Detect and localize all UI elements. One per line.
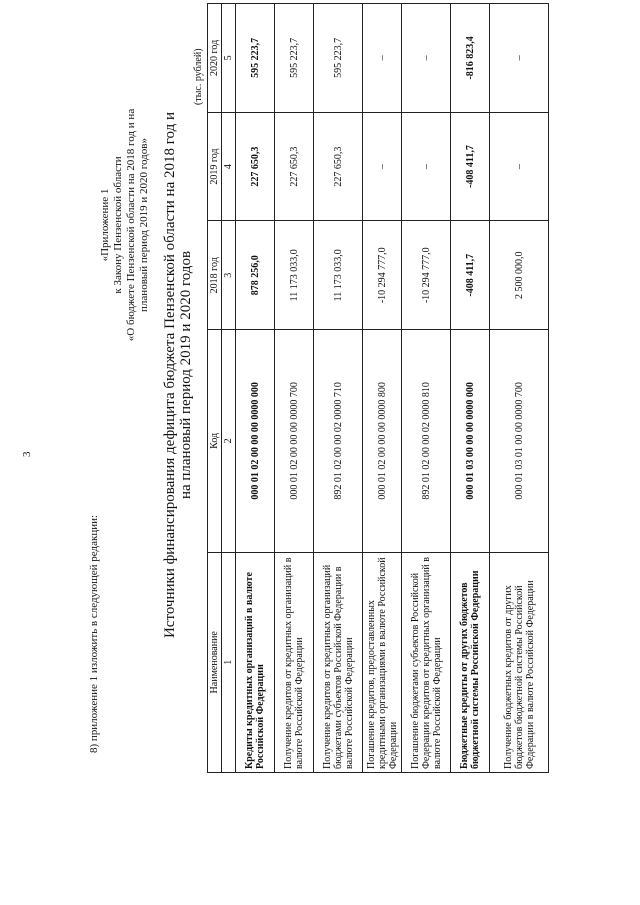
row-2018: 11 173 033,0 [275,221,314,330]
col-header-name: Наименование [208,552,222,772]
row-code: 000 01 02 00 00 00 0000 800 [363,330,402,552]
row-2019: 227 650,3 [275,112,314,221]
row-2018: 2 500 000,0 [490,221,549,330]
col-number-2: 2 [222,330,236,552]
page-number: 3 [21,451,33,457]
row-name: Получение бюджетных кредитов от других бюджетов бюджетной системы Российской Федерации в валюте Российской Федерации [490,552,549,772]
row-2019: -408 411,7 [451,112,490,221]
row-2018: -10 294 777,0 [363,221,402,330]
row-name: Бюджетные кредиты от других бюджетов бюджетной системы Российской Федерации [451,552,490,772]
table-row [236,4,275,773]
row-2020: 595 223,7 [236,4,275,113]
row-2020: -816 823,4 [451,4,490,113]
row-2020: 595 223,7 [275,4,314,113]
row-name: Погашение бюджетами субъектов Российской Федерации кредитов от кредитных организаций в валюте Российской Федерации [402,552,451,772]
row-name: Получение кредитов от кредитных организаций в валюте Российской Федерации [275,552,314,772]
row-2018: 11 173 033,0 [314,221,363,330]
financing-sources-table [207,3,549,773]
row-code: 000 01 03 00 00 00 0000 000 [451,330,490,552]
row-2020: – [490,4,549,113]
appendix-line-2: к Закону Пензенской области [112,156,124,294]
header-row [208,4,222,773]
row-name: Погашение кредитов, предоставленных кредитными организациями в валюте Российской Федерации [363,552,402,772]
appendix-line-3: «О бюджете Пензенской области на 2018 год и на [125,108,137,342]
title-line-2: на плановый период 2019 и 2020 годов [178,250,194,500]
document-title [162,75,194,675]
row-code: 000 01 03 01 00 00 0000 700 [490,330,549,552]
appendix-line-4: плановый период 2019 и 2020 годов» [138,138,150,312]
row-2019: 227 650,3 [236,112,275,221]
table-row [275,4,314,773]
row-code: 000 01 02 00 00 00 0000 000 [236,330,275,552]
table-row [402,4,451,773]
row-2020: – [363,4,402,113]
row-code: 000 01 02 00 00 00 0000 700 [275,330,314,552]
table-row [314,4,363,773]
col-header-code: Код [208,330,222,552]
title-line-1: Источники финансирования дефицита бюджета Пензенской области на 2018 год и [162,111,178,639]
row-2020: 595 223,7 [314,4,363,113]
row-name: Получение кредитов от кредитных организаций бюджетами субъектов Российской Федерации в валюте Российской Федерации [314,552,363,772]
row-name: Кредиты кредитных организаций в валюте Российской Федерации [236,552,275,772]
units-label: (тыс. рублей) [193,48,204,105]
col-number-4: 4 [222,112,236,221]
col-header-2020: 2020 год [208,4,222,113]
column-number-row [222,4,236,773]
table-row [490,4,549,773]
row-code: 892 01 02 00 00 02 0000 810 [402,330,451,552]
row-2019: – [402,112,451,221]
row-2018: -10 294 777,0 [402,221,451,330]
row-2019: – [490,112,549,221]
col-number-1: 1 [222,552,236,772]
col-number-3: 3 [222,221,236,330]
row-2019: – [363,112,402,221]
appendix-header [99,10,151,440]
col-header-2018: 2018 год [208,221,222,330]
row-2018: 878 256,0 [236,221,275,330]
row-2020: – [402,4,451,113]
table-row [451,4,490,773]
table-row [363,4,402,773]
appendix-line-1: «Приложение 1 [99,188,111,262]
col-number-5: 5 [222,4,236,113]
row-2019: 227 650,3 [314,112,363,221]
col-header-2019: 2019 год [208,112,222,221]
row-code: 892 01 02 00 00 02 0000 710 [314,330,363,552]
amendment-item-text: 8) приложение 1 изложить в следующей редакции: [88,514,100,753]
row-2018: -408 411,7 [451,221,490,330]
